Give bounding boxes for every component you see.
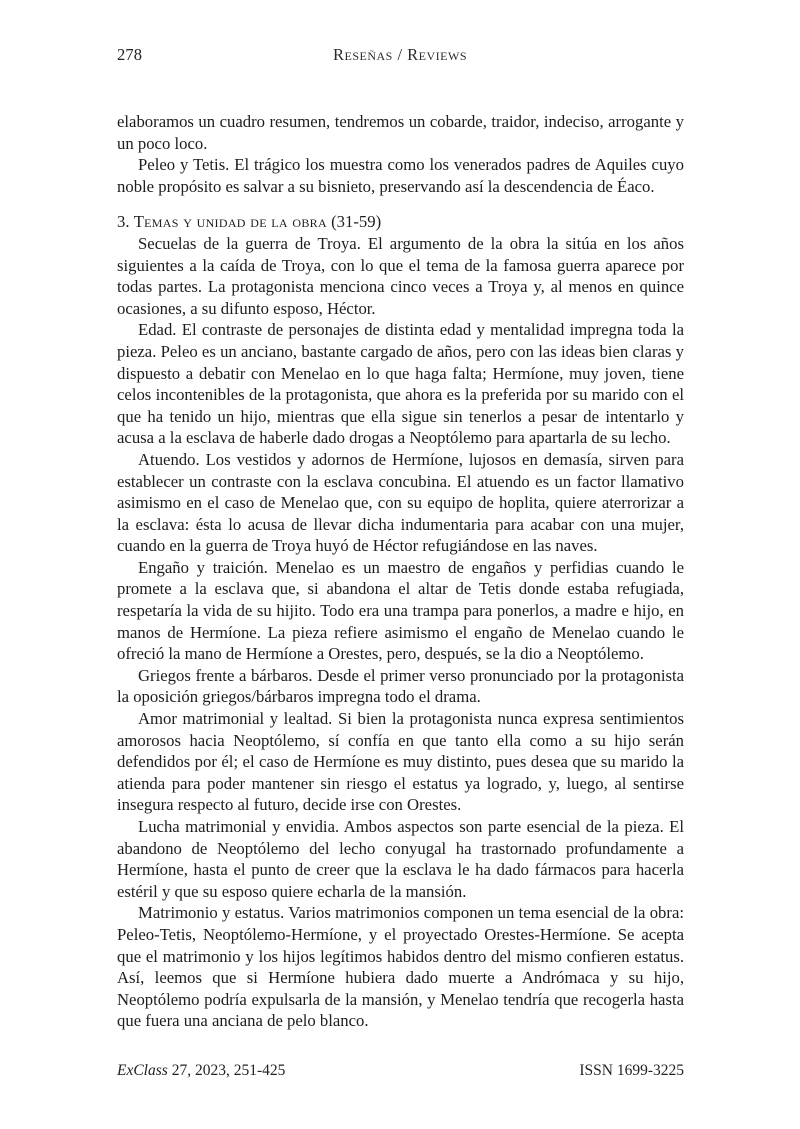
page-number: 278 [117, 45, 143, 64]
page-footer [117, 1060, 684, 1082]
journal-title: ExClass [117, 1062, 168, 1079]
paragraph-engano-y-traicion: Engaño y traición. Menelao es un maestro de engaños y perfidias cuando le promete a la esclava que, si abandona el altar de Tetis donde estaba refugiada, respetaría la vida de su hijito. Todo era una trampa para ponerlos, a madre e hijo, en manos de Hermíone. La pieza refiere asimismo el engaño de Menelao cuando le ofreció la mano de Hermíone a Orestes, pero, después, se la dio a Neoptólemo. [117, 557, 684, 664]
paragraph-secuelas: Secuelas de la guerra de Troya. El argumento de la obra la sitúa en los años siguientes a la caída de Troya, con lo que el tema de la famosa guerra aparece por todas partes. La protagonista menciona cinco veces a Troya y, al menos en quince ocasiones, a su difunto esposo, Héctor. [117, 233, 684, 318]
paragraph-matrimonio-y-estatus: Matrimonio y estatus. Varios matrimonios componen un tema esencial de la obra: Peleo-Tetis, Neoptólemo-Hermíone, y el proyectado Orestes-Hermíone. Se acepta que el matrimonio y los hijos legítimos habidos dentro del mismo confieren estatus. Así, leemos que si Hermíone hubiera dado muerte a Andrómaca y su hijo, Neoptólemo podría expulsarla de la mansión, y Menelao tendría que recogerla hasta que fuera una anciana de pelo blanco. [117, 903, 684, 1031]
footer-citation-text: 27, 2023, 251-425 [167, 1062, 286, 1079]
section-heading [117, 197, 684, 233]
paragraph-edad: Edad. El contraste de personajes de distinta edad y mentalidad impregna toda la pieza. Peleo es un anciano, bastante cargado de años, pero con las ideas bien claras y dispuesto a debatir con Menelao en lo que haga falta; Hermíone, muy joven, tiene celos incontenibles de la protagonista, que ahora es la preferida por su marido con el que ha tenido un hijo, mientras que ella sigue sin tenerlos a pesar de intentarlo y acusa a la esclava de haberle dado drogas a Neoptólemo para apartarla de su lecho. [117, 320, 684, 448]
running-head-title: Reseñas / Reviews [332, 45, 467, 64]
body-text-column [117, 111, 684, 1032]
section-title: Temas y unidad de la obra [133, 212, 327, 232]
paragraph-peleo-y-tetis: Peleo y Tetis. El trágico los muestra como los venerados padres de Aquiles cuyo noble propósito es salvar a su bisnieto, preservando así la descendencia de Éaco. [117, 155, 684, 196]
section-page-range: (31-59) [331, 212, 382, 232]
running-head [117, 44, 683, 66]
paragraph-griegos-frente-a-barbaros: Griegos frente a bárbaros. Desde el primer verso pronunciado por la protagonista la oposición griegos/bárbaros impregna todo el drama. [117, 665, 684, 707]
paragraph-lucha-matrimonial: Lucha matrimonial y envidia. Ambos aspectos son parte esencial de la pieza. El abandono de Neoptólemo del lecho conyugal ha trastornado profundamente a Hermíone, hasta el punto de creer que la esclava le ha dado fármacos para hacerla estéril y que su esposo quiere echarla de la mansión. [117, 817, 684, 901]
footer-citation [117, 1060, 285, 1082]
paragraph-atuendo: Atuendo. Los vestidos y adornos de Hermíone, lujosos en demasía, sirven para establecer un contraste con la esclava concubina. El atuendo es un factor llamativo asimismo en el caso de Menelao que, con su equipo de hoplita, quiere aterrorizar a la esclava: ésta lo acusa de llevar dicha indumentaria para acabar con una mujer, cuando en la guerra de Troya huyó de Héctor refugiándose en las naves. [117, 449, 684, 556]
paragraph-elaboramos: elaboramos un cuadro resumen, tendremos un cobarde, traidor, indeciso, arrogante y un poco loco. [117, 112, 684, 153]
footer-issn: ISSN 1699-3225 [579, 1062, 684, 1079]
section-number: 3. [117, 212, 130, 232]
paragraph-amor-matrimonial: Amor matrimonial y lealtad. Si bien la protagonista nunca expresa sentimientos amorosos hacia Neoptólemo, sí confía en que tanto ella como a su hijo serán defendidos por él; el caso de Hermíone es muy distinto, pues desea que su marido la atienda para poder mantener sin riesgo el estatus ya logrado, y, luego, al sentirse insegura respecto al futuro, decide irse con Orestes. [117, 709, 684, 815]
